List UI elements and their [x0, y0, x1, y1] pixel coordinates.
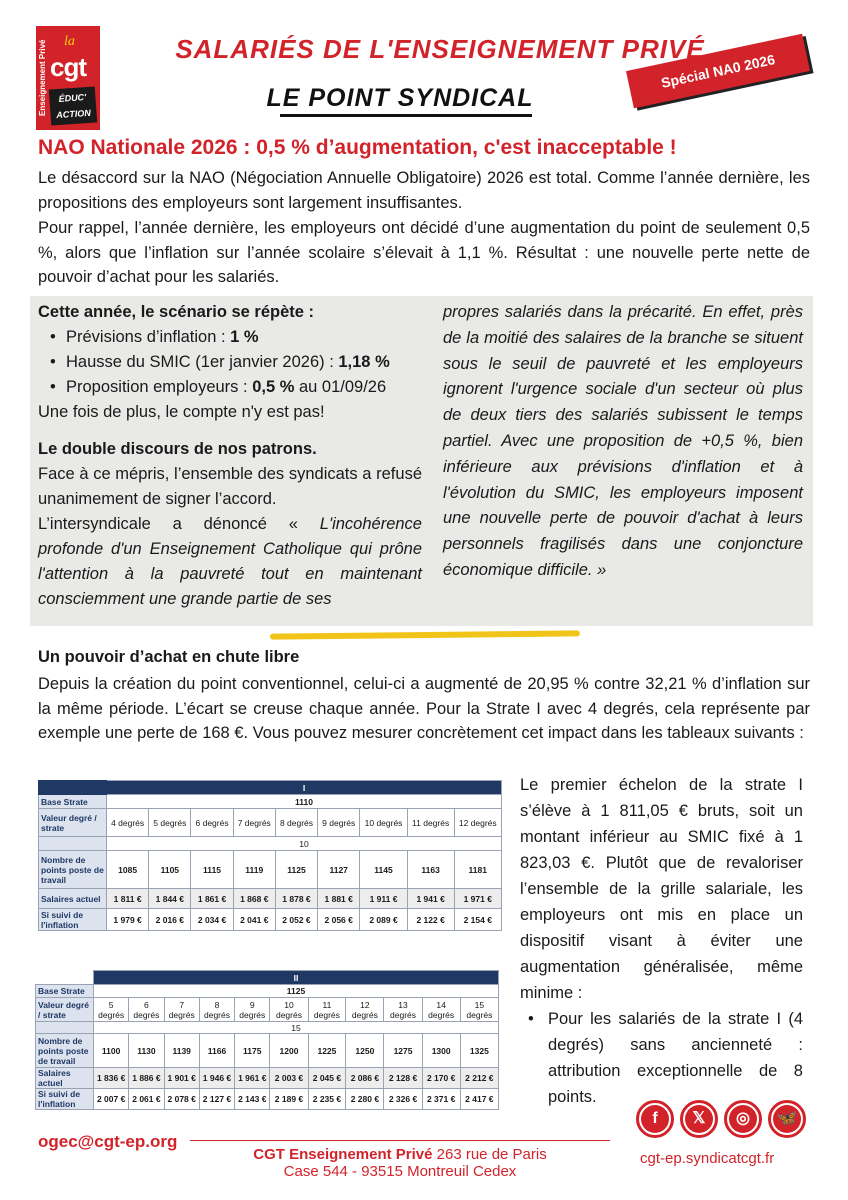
degree-header: 8 degrés [275, 809, 317, 837]
degree-header: 5 degrés [94, 998, 129, 1022]
list-item: • Proposition employeurs : 0,5 % au 01/09/26 [38, 375, 422, 400]
logo-la: la [64, 34, 75, 49]
inflation-cell: 2 122 € [407, 909, 454, 931]
inflation-cell: 2 417 € [460, 1089, 498, 1110]
inflation-cell: 2 154 € [454, 909, 502, 931]
salary-cell: 2 003 € [270, 1068, 308, 1089]
instagram-icon[interactable]: ◎ [724, 1100, 762, 1138]
box-paragraph-2: L’intersyndicale a dénoncé « L'incohérence profonde d'un Enseignement Catholique qui prône l'attention à la pauvreté tout en maintenant consciemment une grande partie de ses [38, 515, 422, 608]
row-label: Salaires actuel [36, 1068, 94, 1089]
intro-paragraph-1: Le désaccord sur la NAO (Négociation Annuelle Obligatoire) 2026 est total. Comme l’année dernière, les propositions des employeurs sont largement insuffisantes. [38, 169, 810, 212]
salary-cell: 1 971 € [454, 889, 502, 909]
salary-cell: 2 212 € [460, 1068, 498, 1089]
degree-header: 11 degrés [407, 809, 454, 837]
section-paragraph: Depuis la création du point conventionnel, celui-ci a augmenté de 20,95 % contre 32,21 % d’inflation sur la même période. L’écart se creuse chaque année. Pour la Strate I avec 4 degrés, cela représente par exemple une perte de 168 €. Vous pouvez mesurer concrètement cet impact dans les tableaux suivants : [38, 675, 810, 742]
inflation-cell: 2 061 € [129, 1089, 164, 1110]
inflation-cell: 2 041 € [233, 909, 275, 931]
degree-header: 6 degrés [191, 809, 233, 837]
degree-header: 10 degrés [360, 809, 407, 837]
degree-header: 8 degrés [199, 998, 234, 1022]
salary-cell: 1 881 € [318, 889, 360, 909]
inflation-cell: 2 189 € [270, 1089, 308, 1110]
inflation-cell: 2 280 € [346, 1089, 384, 1110]
special-badge: Spécial NA0 2026 [626, 34, 810, 109]
inflation-cell: 2 143 € [235, 1089, 270, 1110]
salary-cell: 1 941 € [407, 889, 454, 909]
strate-explanation [520, 772, 803, 1110]
points-cell: 1275 [384, 1034, 422, 1068]
subtitle-underline [280, 114, 532, 117]
salary-table-strate-1 [38, 780, 502, 931]
box-paragraph-1: Face à ce mépris, l’ensemble des syndicats a refusé unanimement de signer l’accord. [38, 465, 422, 508]
x-icon[interactable]: 𝕏 [680, 1100, 718, 1138]
points-cell: 1100 [94, 1034, 129, 1068]
points-cell: 1115 [191, 851, 233, 889]
list-item: • Hausse du SMIC (1er janvier 2026) : 1,18 % [38, 350, 422, 375]
degree-header: 6 degrés [129, 998, 164, 1022]
intro-paragraph-2: Pour rappel, l’année dernière, les employeurs ont décidé d’une augmentation du point de seulement 0,5 %, alors que l’inflation sur l’année scolaire s’élevait à 1,1 %. Résultat : une nouvelle perte nette de pouvoir d’achat pour les salariés. [38, 219, 810, 286]
salary-cell: 2 045 € [308, 1068, 346, 1089]
points-cell: 1225 [308, 1034, 346, 1068]
header-subtitle: LE POINT SYNDICAL [266, 84, 534, 112]
degree-header: 11 degrés [308, 998, 346, 1022]
box-conclusion: Une fois de plus, le compte n'y est pas! [38, 403, 325, 421]
row-label: Nombre de points poste de travail [36, 1034, 94, 1068]
points-cell: 1166 [199, 1034, 234, 1068]
base-value: 1110 [107, 795, 502, 809]
degree-header: 7 degrés [164, 998, 199, 1022]
salary-cell: 1 811 € [107, 889, 149, 909]
points-cell: 1145 [360, 851, 407, 889]
inflation-cell: 2 326 € [384, 1089, 422, 1110]
points-cell: 1130 [129, 1034, 164, 1068]
logo-side-text: Enseignement Privé [38, 39, 47, 117]
inflation-cell: 2 371 € [422, 1089, 460, 1110]
salary-cell: 2 128 € [384, 1068, 422, 1089]
salary-cell: 1 878 € [275, 889, 317, 909]
inflation-cell: 2 016 € [149, 909, 191, 931]
degree-header: 14 degrés [422, 998, 460, 1022]
salary-table-strate-2 [35, 970, 499, 1110]
list-item: • Pour les salariés de la strate I (4 degrés) sans ancienneté : attribution exceptionnelle de 8 points. [520, 1006, 803, 1110]
row-label: Si suivi de l'inflation [39, 909, 107, 931]
degree-header: 12 degrés [346, 998, 384, 1022]
degree-header: 9 degrés [318, 809, 360, 837]
strate-paragraph: Le premier échelon de la strate I s’élève à 1 811,05 € bruts, soit un montant inférieur au SMIC fixé à 1 823,03 €. Plutôt que de revaloriser l’ensemble de la grille salariale, les employeurs ont mis en place un dispositif visant à éviter une augmentation généralisée, même minime : [520, 776, 803, 1002]
salary-cell: 1 911 € [360, 889, 407, 909]
footer-divider [190, 1140, 610, 1141]
bullet-list [38, 325, 422, 400]
main-heading: NAO Nationale 2026 : 0,5 % d’augmentation, c'est inacceptable ! [38, 136, 677, 159]
points-cell: 1250 [346, 1034, 384, 1068]
salary-cell: 1 868 € [233, 889, 275, 909]
salary-cell: 1 861 € [191, 889, 233, 909]
inflation-cell: 2 089 € [360, 909, 407, 931]
salary-cell: 1 901 € [164, 1068, 199, 1089]
degree-header: 5 degrés [149, 809, 191, 837]
row-label: Valeur degré / strate [39, 809, 107, 837]
points-cell: 1200 [270, 1034, 308, 1068]
row-label: Valeur degré / strate [36, 998, 94, 1022]
degree-header: 12 degrés [454, 809, 502, 837]
salary-cell: 2 086 € [346, 1068, 384, 1089]
degree-header: 15 degrés [460, 998, 498, 1022]
salary-cell: 1 836 € [94, 1068, 129, 1089]
degree-header: 9 degrés [235, 998, 270, 1022]
inflation-cell: 2 052 € [275, 909, 317, 931]
salary-cell: 1 961 € [235, 1068, 270, 1089]
list-item: • Prévisions d’inflation : 1 % [38, 325, 422, 350]
row-label: Nombre de points poste de travail [39, 851, 107, 889]
row-label: Si suivi de l'inflation [36, 1089, 94, 1110]
inflation-cell: 2 235 € [308, 1089, 346, 1110]
salary-cell: 1 886 € [129, 1068, 164, 1089]
points-cell: 1139 [164, 1034, 199, 1068]
row-label: Base Strate [39, 795, 107, 809]
strate-header: I [107, 781, 502, 795]
degree-header: 13 degrés [384, 998, 422, 1022]
points-cell: 1325 [460, 1034, 498, 1068]
footer-email[interactable]: ogec@cgt-ep.org [38, 1132, 178, 1151]
base-value: 1125 [94, 985, 499, 998]
points-cell: 1105 [149, 851, 191, 889]
facebook-icon[interactable]: f [636, 1100, 674, 1138]
points-cell: 1125 [275, 851, 317, 889]
salary-cell: 1 946 € [199, 1068, 234, 1089]
degree-value: 10 [107, 837, 502, 851]
inflation-cell: 2 007 € [94, 1089, 129, 1110]
footer-website[interactable]: cgt-ep.syndicatcgt.fr [640, 1150, 775, 1167]
degree-value: 15 [94, 1022, 499, 1034]
inflation-cell: 2 078 € [164, 1089, 199, 1110]
salary-cell: 1 844 € [149, 889, 191, 909]
box-heading-1: Cette année, le scénario se répète : [38, 303, 315, 321]
bluesky-icon[interactable]: 🦋 [768, 1100, 806, 1138]
points-cell: 1163 [407, 851, 454, 889]
logo-cgt: cgt [50, 52, 86, 82]
cgt-educaction-logo [36, 26, 100, 130]
inflation-cell: 2 056 € [318, 909, 360, 931]
points-cell: 1175 [235, 1034, 270, 1068]
degree-header: 4 degrés [107, 809, 149, 837]
inflation-cell: 1 979 € [107, 909, 149, 931]
points-cell: 1300 [422, 1034, 460, 1068]
degree-header: 10 degrés [270, 998, 308, 1022]
section-heading: Un pouvoir d’achat en chute libre [38, 648, 300, 666]
points-cell: 1181 [454, 851, 502, 889]
inflation-cell: 2 034 € [191, 909, 233, 931]
box-left-column [38, 300, 422, 612]
logo-educaction: ÉDUC' ACTION [49, 86, 97, 125]
salary-cell: 2 170 € [422, 1068, 460, 1089]
degree-header: 7 degrés [233, 809, 275, 837]
row-label: Salaires actuel [39, 889, 107, 909]
row-label: Base Strate [36, 985, 94, 998]
strate-header: II [94, 971, 499, 985]
points-cell: 1085 [107, 851, 149, 889]
box-heading-2: Le double discours de nos patrons. [38, 440, 317, 458]
inflation-cell: 2 127 € [199, 1089, 234, 1110]
points-cell: 1127 [318, 851, 360, 889]
points-cell: 1119 [233, 851, 275, 889]
header-title: SALARIÉS DE L'ENSEIGNEMENT PRIVÉ [175, 34, 705, 64]
box-right-quote: propres salariés dans la précarité. En effet, près de la moitié des salaires de la branche se situent sous le seuil de pauvreté et les employeurs ignorent l'urgence sociale d'un secteur où plus de deux tiers des salariés subissent le temps partiel. Avec une proposition de +0,5 %, bien inférieure aux prévisions d'inflation et à l'évolution du SMIC, les employeurs imposent une nouvelle perte de pouvoir d'achat à leurs personnels fragilisés dans une conjoncture économique difficile. » [443, 303, 803, 579]
highlight-stroke [270, 630, 580, 639]
footer-address: CGT Enseignement Privé 263 rue de Paris Case 544 - 93515 Montreuil Cedex [253, 1146, 547, 1180]
